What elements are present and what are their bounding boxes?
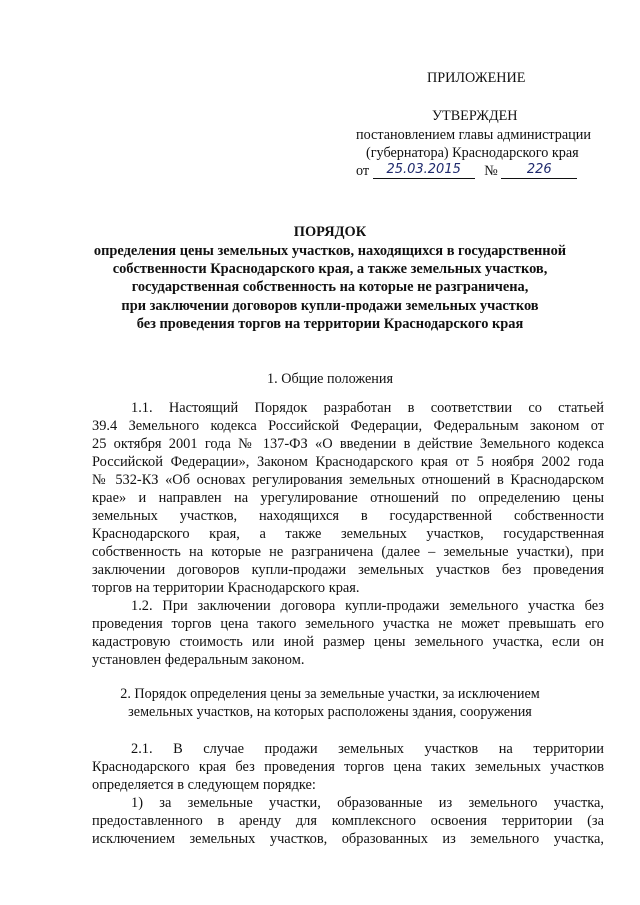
date-prefix: от bbox=[356, 163, 370, 179]
paragraph-line: Российской Федерации», Законом Краснодарского края от 5 ноября 2002 года bbox=[92, 454, 604, 470]
paragraph-line: 1) за земельные участки, образованные из земельного участка, bbox=[131, 795, 604, 811]
title-line: без проведения торгов на территории Краснодарского края bbox=[136, 316, 524, 332]
section-1-heading: 1. Общие положения bbox=[267, 371, 393, 387]
paragraph-line: собственность на которые не разграничена (далее – земельные участки), при bbox=[92, 544, 604, 560]
paragraph-line: установлен федеральным законом. bbox=[92, 652, 305, 668]
paragraph-line: исключением земельных участков, образованных из земельного участка, bbox=[92, 831, 604, 847]
paragraph-line: Краснодарского края без проведения торгов цена таких земельных участков bbox=[92, 759, 604, 775]
paragraph-line: определяется в следующем порядке: bbox=[92, 777, 316, 793]
date-field bbox=[373, 161, 475, 179]
title-line: собственности Краснодарского края, а также земельных участков, bbox=[112, 261, 548, 277]
paragraph-line: Краснодарского края, а также земельных участков, государственная bbox=[92, 526, 604, 542]
paragraph-line: № 532-КЗ «Об основах регулирования земельных отношений в Краснодарском bbox=[92, 472, 604, 488]
paragraph-line: 1.1. Настоящий Порядок разработан в соответствии со статьей bbox=[131, 400, 604, 416]
paragraph-line: 1.2. При заключении договора купли-продажи земельного участка без bbox=[131, 598, 604, 614]
section-2-heading: земельных участков, на которых расположены здания, сооружения bbox=[128, 704, 532, 720]
paragraph-line: кадастровую стоимость или иной размер цены земельного участка, если он bbox=[92, 634, 604, 650]
approval-line-1: постановлением главы администрации bbox=[356, 127, 591, 143]
appendix-label: ПРИЛОЖЕНИЕ bbox=[427, 70, 526, 86]
title-line: при заключении договоров купли-продажи земельных участков bbox=[121, 298, 539, 314]
paragraph-line: 39.4 Земельного кодекса Российской Федерации, Федеральным законом от bbox=[92, 418, 604, 434]
paragraph-line: крае» и направлен на урегулирование отношений по определению цены bbox=[92, 490, 604, 506]
number-field bbox=[501, 161, 577, 179]
paragraph-line: предоставленного в аренду для комплексного освоения территории (за bbox=[92, 813, 604, 829]
approval-line-2: (губернатора) Краснодарского края bbox=[366, 145, 579, 161]
paragraph-line: заключении договоров купли-продажи земельных участков без проведения bbox=[92, 562, 604, 578]
title-line: определения цены земельных участков, находящихся в государственной bbox=[93, 243, 567, 259]
title-line: государственная собственность на которые не разграничена, bbox=[131, 279, 529, 295]
date-value: 25.03.2015 bbox=[386, 162, 461, 177]
paragraph-line: земельных участков, находящихся в государственной собственности bbox=[92, 508, 604, 524]
document-title: ПОРЯДОК bbox=[293, 224, 367, 240]
paragraph-line: проведения торгов цена такого земельного участка не может превышать его bbox=[92, 616, 604, 632]
number-value: 226 bbox=[526, 162, 552, 177]
approval-date-line bbox=[356, 163, 577, 181]
approved-label: УТВЕРЖДЕН bbox=[432, 108, 518, 124]
paragraph-line: 25 октября 2001 года № 137-ФЗ «О введении в действие Земельного кодекса bbox=[92, 436, 604, 452]
number-prefix: № bbox=[484, 163, 498, 179]
paragraph-line: торгов на территории Краснодарского края. bbox=[92, 580, 360, 596]
section-2-heading: 2. Порядок определения цены за земельные участки, за исключением bbox=[120, 686, 540, 702]
paragraph-line: 2.1. В случае продажи земельных участков на территории bbox=[131, 741, 604, 757]
